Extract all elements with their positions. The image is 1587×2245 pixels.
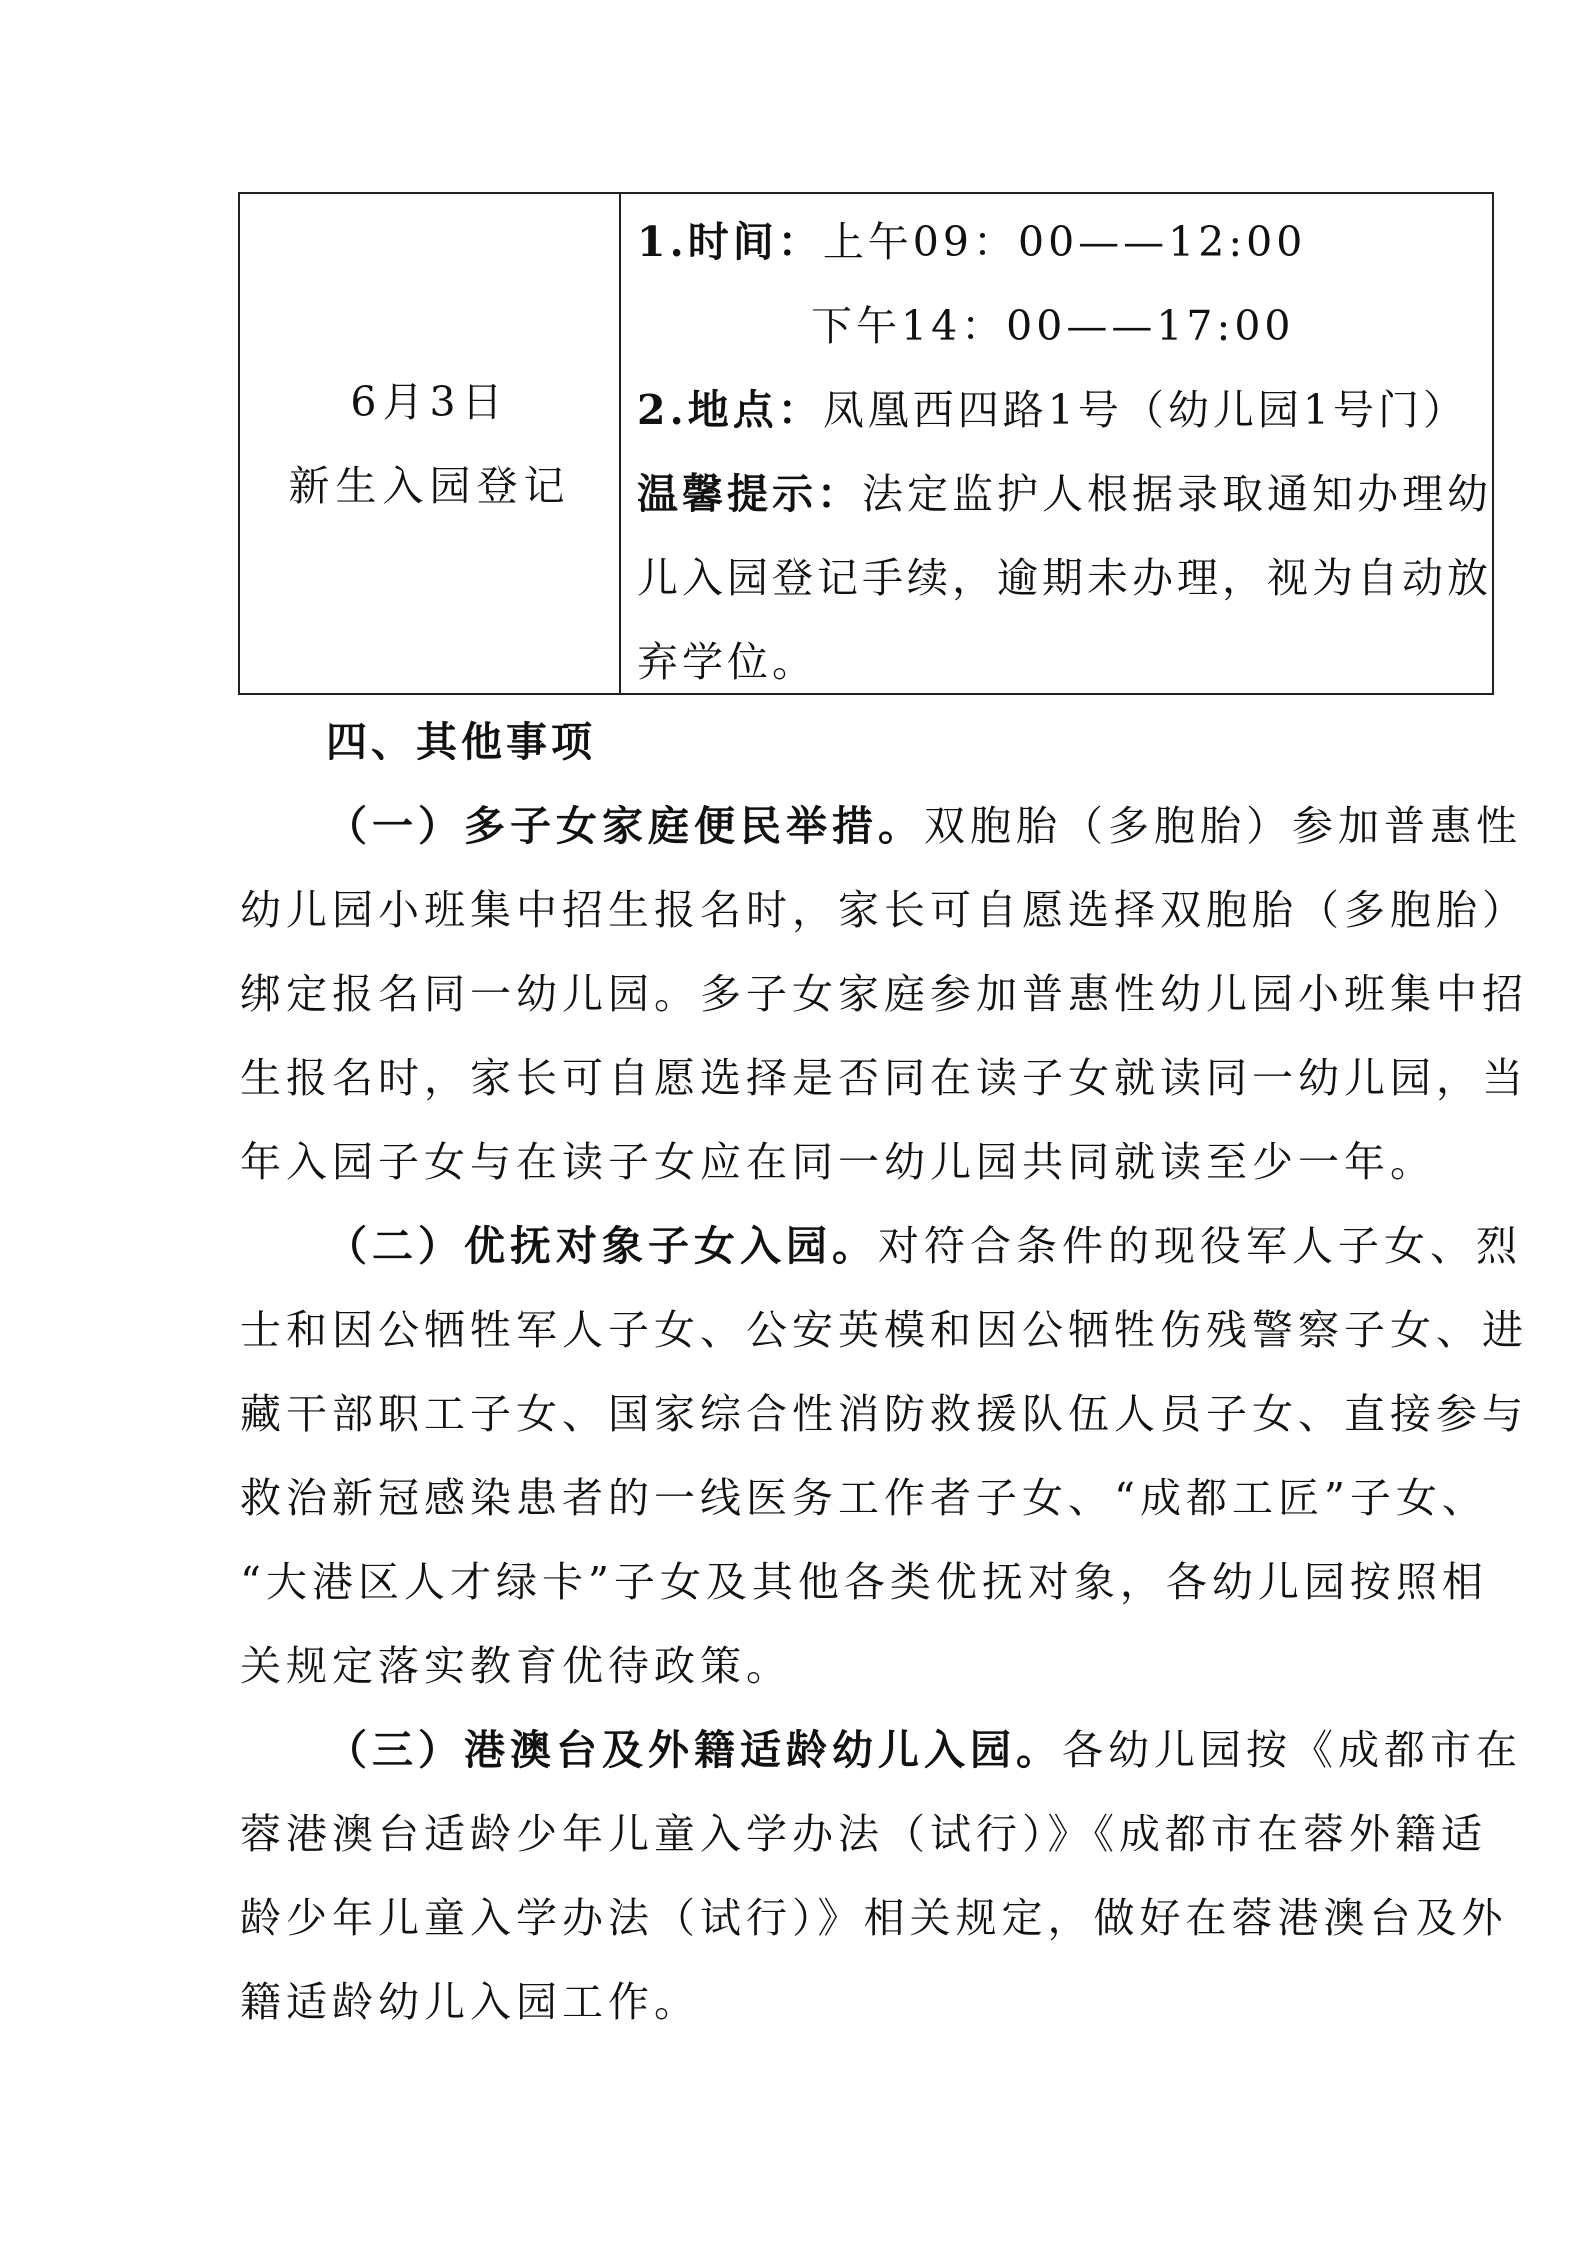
details-cell [621,194,1492,693]
paragraph-2: （二）优抚对象子女入园。对符合条件的现役军人子女、烈 士和因公牺牲军人子女、公安英模和因公牺牲伤残警察子女、进 藏干部职工子女、国家综合性消防救援队伍人员子女、直接参与 救治新冠感染患者的一线医务工作者子女、“成都工匠”子女、 “大港区人才绿卡”子女及其他各类优抚对象，各幼儿园按照相 关规定落实教育优待政策。 [240,1222,1528,1690]
tip-label: 温馨提示： [637,470,862,518]
tip-line-1 [637,452,1492,536]
time-label: 1.时间： [637,218,823,266]
body-content [240,700,1528,2044]
section-heading: 四、其他事项 [326,718,596,766]
place-value: 凤凰西四路1号（幼儿园1号门） [822,386,1468,434]
time-line-afternoon [637,284,1492,368]
date-text: 6月3日 [350,377,509,426]
tip-text-1: 法定监护人根据录取通知办理幼 [862,470,1492,518]
time-morning: 上午09：00——12:00 [822,218,1307,266]
date-cell [240,194,621,693]
tip-line-3: 弃学位。 [637,638,817,686]
paragraph-3: （三）港澳台及外籍适龄幼儿入园。各幼儿园按《成都市在 蓉港澳台适龄少年儿童入学办法（试行）》《成都市在蓉外籍适 龄少年儿童入学办法（试行）》相关规定，做好在蓉港澳台及外 籍适龄幼儿入园工作。 [240,1726,1522,2026]
time-line-morning [637,200,1492,284]
paragraph-3-title: （三）港澳台及外籍适龄幼儿入园。 [326,1726,1062,1774]
paragraph-2-title: （二）优抚对象子女入园。 [326,1222,878,1270]
place-line [637,368,1492,452]
event-text: 新生入园登记 [288,461,571,510]
place-label: 2.地点： [637,386,823,434]
schedule-table [238,192,1494,695]
time-afternoon: 下午14：00——17:00 [811,302,1295,350]
tip-line-2: 儿入园登记手续，逾期未办理，视为自动放 [637,554,1492,602]
paragraph-1-title: （一）多子女家庭便民举措。 [326,802,924,850]
paragraph-1: （一）多子女家庭便民举措。双胞胎（多胞胎）参加普惠性 幼儿园小班集中招生报名时，家长可自愿选择双胞胎（多胞胎） 绑定报名同一幼儿园。多子女家庭参加普惠性幼儿园小班集中招 生报名时，家长可自愿选择是否同在读子女就读同一幼儿园，当 年入园子女与在读子女应在同一幼儿园共同就读至少一年。 [240,802,1528,1186]
